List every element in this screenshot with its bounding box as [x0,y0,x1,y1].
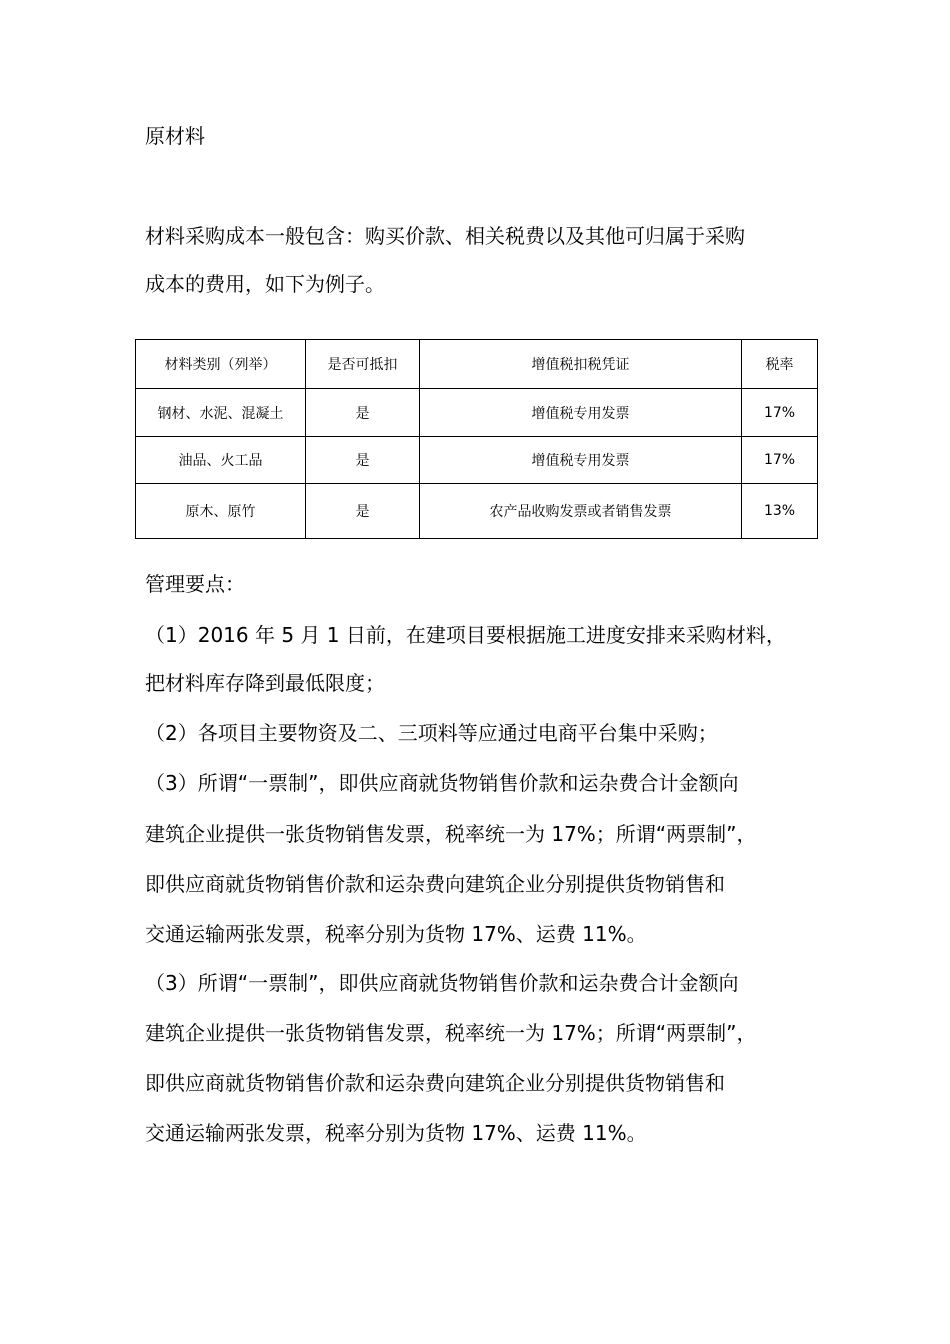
management-line: （3）所谓“一票制”，即供应商就货物销售价款和运杂费合计金额向 [145,771,739,795]
header-material-category: 材料类别（列举） [136,340,306,389]
section-heading: 原材料 [145,124,205,148]
table-header-row [136,340,818,389]
intro-line-2: 成本的费用，如下为例子。 [145,272,385,296]
management-title: 管理要点： [145,572,245,596]
cell-material-category: 原木、原竹 [136,484,306,539]
cell-deductible: 是 [306,484,420,539]
management-line: 交通运输两张发票，税率分别为货物 17%、运费 11%。 [145,1121,647,1145]
cell-material-category: 油品、火工品 [136,437,306,484]
table-row [136,389,818,437]
cell-tax-rate: 13% [742,484,818,539]
cell-material-category: 钢材、水泥、混凝土 [136,389,306,437]
management-line: 交通运输两张发票，税率分别为货物 17%、运费 11%。 [145,922,647,946]
cell-vat-voucher: 增值税专用发票 [420,389,742,437]
cell-deductible: 是 [306,389,420,437]
cell-deductible: 是 [306,437,420,484]
management-line: （1）2016 年 5 月 1 日前，在建项目要根据施工进度安排来采购材料， [145,623,786,647]
materials-table [135,339,818,539]
management-line: 把材料库存降到最低限度； [145,671,385,695]
cell-tax-rate: 17% [742,437,818,484]
management-line: （3）所谓“一票制”，即供应商就货物销售价款和运杂费合计金额向 [145,971,739,995]
header-vat-voucher: 增值税扣税凭证 [420,340,742,389]
cell-tax-rate: 17% [742,389,818,437]
management-line: 建筑企业提供一张货物销售发票，税率统一为 17%；所谓“两票制”， [145,822,757,846]
management-line: 即供应商就货物销售价款和运杂费向建筑企业分别提供货物销售和 [145,1071,725,1095]
cell-vat-voucher: 增值税专用发票 [420,437,742,484]
management-line: 建筑企业提供一张货物销售发票，税率统一为 17%；所谓“两票制”， [145,1021,757,1045]
table-row [136,484,818,539]
header-deductible: 是否可抵扣 [306,340,420,389]
header-tax-rate: 税率 [742,340,818,389]
cell-vat-voucher: 农产品收购发票或者销售发票 [420,484,742,539]
intro-line-1: 材料采购成本一般包含：购买价款、相关税费以及其他可归属于采购 [145,224,745,248]
table-row [136,437,818,484]
management-line: （2）各项目主要物资及二、三项料等应通过电商平台集中采购； [145,721,718,745]
management-line: 即供应商就货物销售价款和运杂费向建筑企业分别提供货物销售和 [145,872,725,896]
